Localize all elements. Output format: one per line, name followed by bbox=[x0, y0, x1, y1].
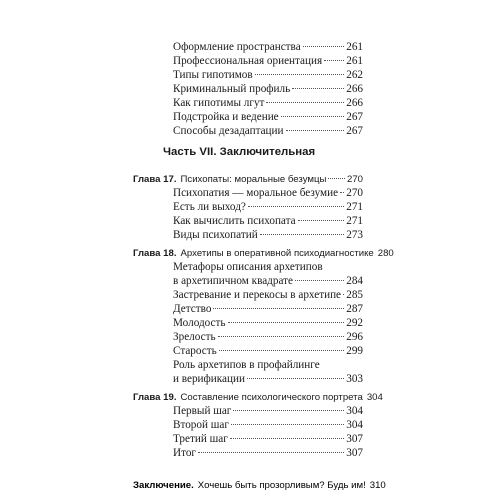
toc-entry-title: Молодость bbox=[173, 317, 226, 329]
toc-entry-title: Психопатия — моральное безумие bbox=[173, 187, 339, 199]
chapter-label: Глава 17. bbox=[133, 174, 177, 185]
toc-entry-page: 304 bbox=[346, 419, 363, 431]
toc-entry bbox=[173, 82, 363, 97]
toc-entry-title: Итог bbox=[173, 447, 197, 459]
conclusion-title: Хочешь быть прозорливым? Будь им! bbox=[197, 480, 366, 491]
toc-entry-page: 267 bbox=[346, 125, 363, 137]
dot-leader bbox=[324, 60, 344, 61]
toc-entry-page: 271 bbox=[346, 215, 363, 227]
toc-entry bbox=[173, 54, 363, 69]
toc-entry bbox=[173, 200, 363, 215]
chapter-label: Глава 18. bbox=[133, 248, 177, 259]
toc-entry-page: 284 bbox=[346, 275, 363, 287]
dot-leader bbox=[233, 410, 344, 411]
toc-entry-page: 299 bbox=[346, 345, 363, 357]
toc-entry-page: 307 bbox=[346, 447, 363, 459]
dot-leader bbox=[231, 424, 344, 425]
toc-entry-line: Роль архетипов в профайлинге bbox=[173, 359, 320, 371]
toc-entry-page: 296 bbox=[346, 331, 363, 343]
toc-entry-page: 303 bbox=[346, 373, 363, 385]
toc-entry-title: Криминальный профиль bbox=[173, 83, 291, 95]
dot-leader bbox=[198, 452, 344, 453]
chapter-page: 280 bbox=[377, 248, 394, 259]
toc-entry-line: Метафоры описания архетипов bbox=[173, 261, 323, 273]
toc-entry bbox=[173, 372, 363, 387]
toc-entry-page: 261 bbox=[346, 41, 363, 53]
toc-entry-page: 271 bbox=[346, 201, 363, 213]
chapter-page: 304 bbox=[366, 392, 383, 403]
dot-leader bbox=[230, 438, 344, 439]
chapter-title: Психопаты: моральные безумцы bbox=[180, 174, 327, 185]
dot-leader bbox=[228, 322, 345, 323]
toc-entry bbox=[173, 228, 363, 243]
dot-leader bbox=[219, 350, 344, 351]
toc-entry bbox=[173, 68, 363, 83]
chapter-heading bbox=[133, 390, 383, 405]
toc-entry-page: 270 bbox=[346, 187, 363, 199]
toc-entry-title: и верификации bbox=[173, 373, 245, 385]
toc-entry bbox=[173, 404, 363, 419]
toc-entry bbox=[173, 288, 363, 303]
toc-entry-page: 307 bbox=[346, 433, 363, 445]
toc-entry bbox=[173, 274, 363, 289]
toc-entry bbox=[173, 418, 363, 433]
chapter-label: Глава 19. bbox=[133, 392, 177, 403]
toc-entry-page: 262 bbox=[346, 69, 363, 81]
toc-entry bbox=[173, 124, 363, 139]
toc-entry-title: Есть ли выход? bbox=[173, 201, 246, 213]
dot-leader bbox=[343, 294, 344, 295]
conclusion-page: 310 bbox=[369, 480, 386, 491]
toc-entry-title: Как вычислить психопата bbox=[173, 215, 296, 227]
dot-leader bbox=[248, 206, 344, 207]
conclusion-label: Заключение. bbox=[133, 480, 194, 491]
toc-entry bbox=[173, 330, 363, 345]
toc-entry-title: Подстройка и ведение bbox=[173, 111, 279, 123]
toc-entry-page: 292 bbox=[346, 317, 363, 329]
toc-entry-title: Первый шаг bbox=[173, 405, 232, 417]
dot-leader bbox=[266, 102, 344, 103]
toc-entry-page: 267 bbox=[346, 111, 363, 123]
toc-entry bbox=[173, 316, 363, 331]
dot-leader bbox=[292, 88, 344, 89]
toc-entry-title: Как гипотимы лгут bbox=[173, 97, 265, 109]
chapter-page: 270 bbox=[346, 174, 363, 185]
toc-entry-page: 261 bbox=[346, 55, 363, 67]
part-heading: Часть VII. Заключительная bbox=[163, 146, 316, 158]
toc-entry-page: 266 bbox=[346, 83, 363, 95]
toc-entry-page: 285 bbox=[346, 289, 363, 301]
toc-entry bbox=[173, 214, 363, 229]
toc-entry-title: Профессиональная ориентация bbox=[173, 55, 323, 67]
chapter-title: Архетипы в оперативной психодиагностике bbox=[180, 248, 374, 259]
toc-entry-page: 287 bbox=[346, 303, 363, 315]
dot-leader bbox=[213, 308, 344, 309]
toc-entry-title: Зрелость bbox=[173, 331, 216, 343]
dot-leader bbox=[255, 74, 345, 75]
toc-entry-title: Детство bbox=[173, 303, 212, 315]
toc-entry-title: Третий шаг bbox=[173, 433, 228, 445]
toc-entry-title: Виды психопатий bbox=[173, 229, 258, 241]
dot-leader bbox=[218, 336, 345, 337]
chapter-heading bbox=[133, 172, 363, 187]
toc-entry bbox=[173, 302, 363, 317]
chapter-heading bbox=[133, 246, 394, 261]
chapter-title: Составление психологического портрета bbox=[180, 392, 363, 403]
toc-entry-title: Застревание и перекосы в архетипе bbox=[173, 289, 342, 301]
dot-leader bbox=[247, 378, 344, 379]
conclusion-entry bbox=[133, 478, 386, 493]
toc-entry-page: 266 bbox=[346, 97, 363, 109]
dot-leader bbox=[328, 178, 345, 179]
dot-leader bbox=[295, 280, 344, 281]
toc-entry bbox=[173, 96, 363, 111]
toc-entry bbox=[173, 446, 363, 461]
dot-leader bbox=[298, 220, 345, 221]
toc-entry-title: Старость bbox=[173, 345, 217, 357]
toc-entry-title: Второй шаг bbox=[173, 419, 229, 431]
dot-leader bbox=[340, 192, 344, 193]
toc-entry-page: 304 bbox=[346, 405, 363, 417]
toc-entry-title: Оформление пространства bbox=[173, 41, 301, 53]
toc-entry-page: 273 bbox=[346, 229, 363, 241]
dot-leader bbox=[260, 234, 345, 235]
toc-entry bbox=[173, 186, 363, 201]
dot-leader bbox=[281, 116, 345, 117]
toc-entry-title: в архетипичном квадрате bbox=[173, 275, 293, 287]
toc-entry bbox=[173, 40, 363, 55]
toc-entry-title: Типы гипотимов bbox=[173, 69, 253, 81]
toc-entry bbox=[173, 110, 363, 125]
toc-entry bbox=[173, 344, 363, 359]
toc-entry-title: Способы дезадаптации bbox=[173, 125, 284, 137]
toc-entry bbox=[173, 432, 363, 447]
dot-leader bbox=[303, 46, 345, 47]
dot-leader bbox=[286, 130, 345, 131]
